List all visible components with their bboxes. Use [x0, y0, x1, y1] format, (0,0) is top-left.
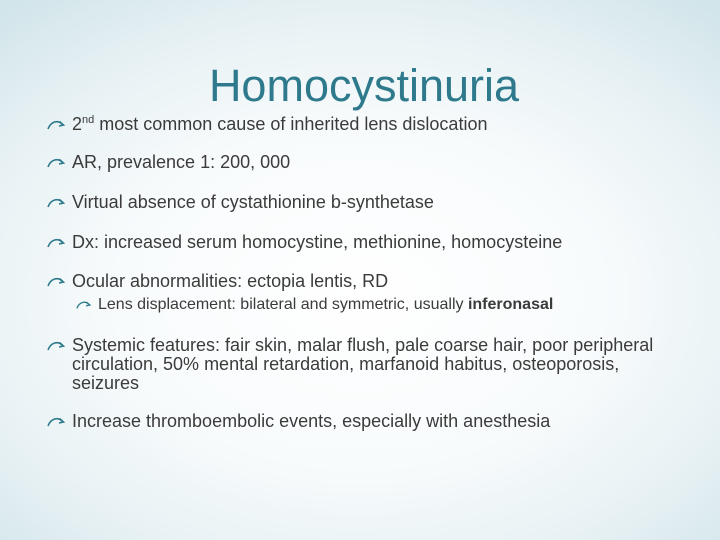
curved-arrow-icon — [76, 300, 92, 310]
bullet-text: Increase thromboembolic events, especially with anesthesia — [72, 411, 551, 431]
curved-arrow-icon — [47, 157, 66, 169]
bullet-text: Virtual absence of cystathionine b-synthetase — [72, 192, 434, 212]
curved-arrow-icon — [47, 237, 66, 249]
bullet-item — [47, 193, 687, 212]
bullet-text: Lens displacement: bilateral and symmetric, usually — [98, 296, 468, 313]
bullet-item — [47, 336, 687, 393]
curved-arrow-icon — [47, 416, 66, 428]
bullet-item — [47, 233, 687, 252]
bullet-item — [47, 272, 687, 291]
curved-arrow-icon — [47, 340, 66, 352]
bullet-text: Ocular abnormalities: ectopia lentis, RD — [72, 271, 389, 291]
bullet-text: Systemic features: fair skin, malar flush, pale coarse hair, poor peripheral circulation, 50% mental retardation, marfanoid habitus, osteoporosis, seizures — [72, 335, 654, 393]
bullet-text: most common cause of inherited lens dislocation — [94, 114, 488, 134]
bullet-text: Dx: increased serum homocystine, methionine, homocysteine — [72, 232, 563, 252]
bullet-text: AR, prevalence 1: 200, 000 — [72, 152, 291, 172]
curved-arrow-icon — [47, 119, 66, 131]
bullet-item — [47, 153, 687, 172]
bullet-item — [47, 115, 687, 134]
bullet-item — [47, 412, 687, 431]
bullet-text: 2 — [72, 114, 83, 134]
sub-bullet-item — [76, 296, 676, 314]
bullet-bold-text: inferonasal — [467, 296, 554, 313]
bullet-superscript: nd — [82, 114, 95, 126]
curved-arrow-icon — [47, 197, 66, 209]
slide-title: Homocystinuria — [208, 60, 520, 111]
curved-arrow-icon — [47, 276, 66, 288]
